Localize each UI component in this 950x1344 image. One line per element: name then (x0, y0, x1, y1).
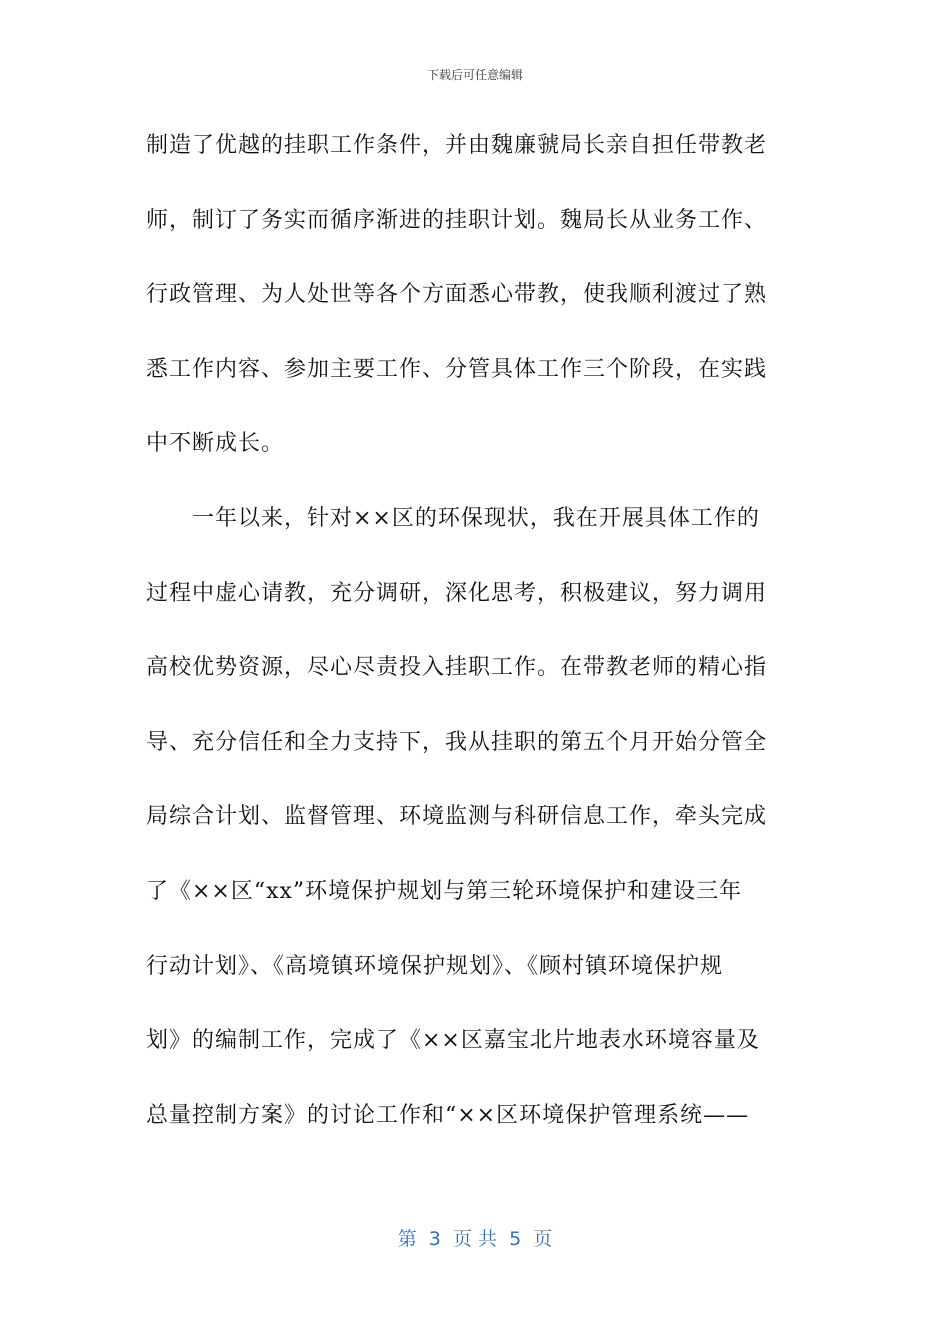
text-line: 行政管理、为人处世等各个方面悉心带教，使我顺利渡过了熟 (146, 282, 768, 308)
text-line: 中不断成长。 (146, 431, 285, 457)
text-line: 总量控制方案》的讨论工作和“××区环境保护管理系统—— (146, 1102, 750, 1128)
text-line: 一年以来，针对××区的环保现状，我在开展具体工作的 (146, 505, 760, 531)
page-number-footer: 第 3 页 共 5 页 (397, 1228, 553, 1250)
text-line: 高校优势资源，尽心尽责投入挂职工作。在带教老师的精心指 (146, 655, 768, 681)
document-body (146, 120, 796, 1164)
text-line: 划》的编制工作，完成了《××区嘉宝北片地表水环境容量及 (146, 1028, 760, 1054)
text-line: 行动计划》、《高境镇环境保护规划》、《顾村镇环境保护规 (146, 953, 724, 979)
text-line: 了《××区“xx”环境保护规划与第三轮环境保护和建设三年 (146, 878, 743, 904)
text-line: 导、充分信任和全力支持下，我从挂职的第五个月开始分管全 (146, 729, 768, 755)
text-line: 制造了优越的挂职工作条件，并由魏廉虢局长亲自担任带教老 (146, 133, 768, 158)
text-line: 师，制订了务实而循序渐进的挂职计划。魏局长从业务工作、 (146, 207, 768, 233)
text-line: 局综合计划、监督管理、环境监测与科研信息工作，牵头完成 (146, 804, 768, 830)
text-line: 悉工作内容、参加主要工作、分管具体工作三个阶段，在实践 (146, 356, 768, 382)
text-line: 过程中虚心请教，充分调研，深化思考，积极建议，努力调用 (146, 580, 768, 606)
header-note: 下载后可任意编辑 (426, 68, 523, 82)
